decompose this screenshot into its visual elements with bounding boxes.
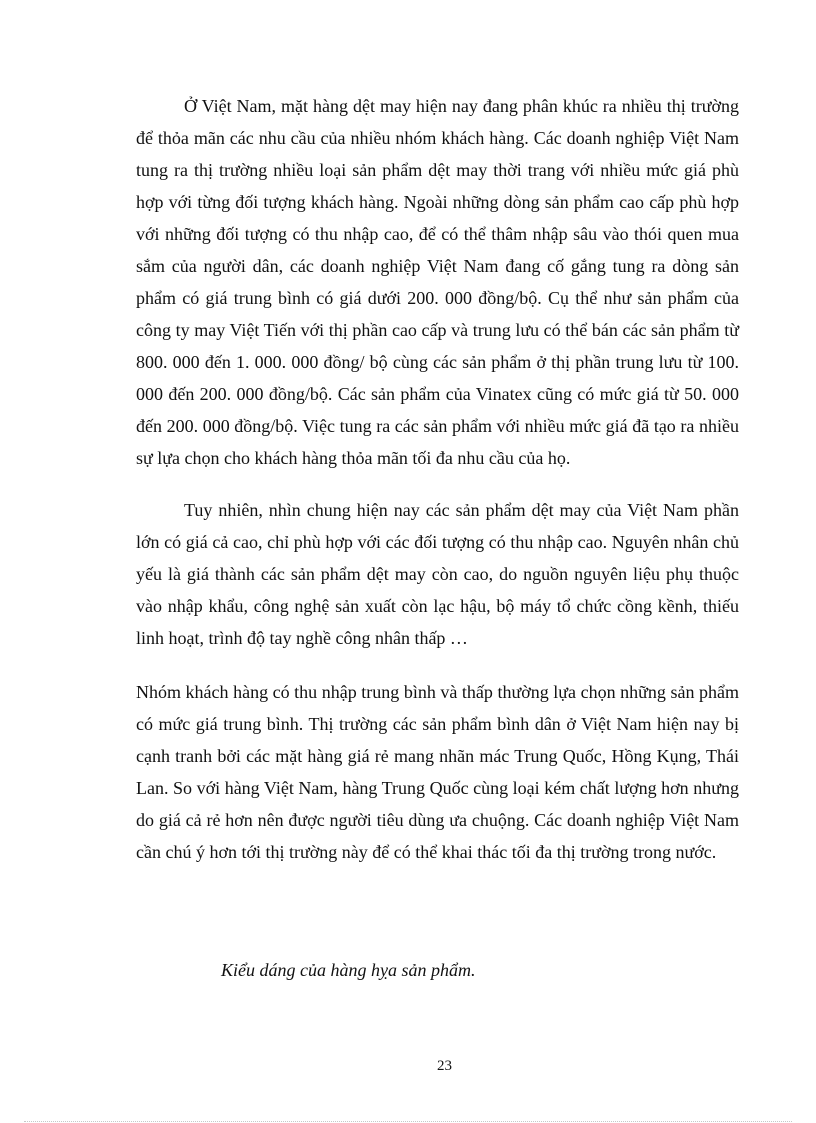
section-heading: Kiểu dáng của hàng hỵa sản phẩm. (221, 960, 476, 980)
paragraph-low-income-customers: Nhóm khách hàng có thu nhập trung bình và thấp thường lựa chọn những sản phẩm có mức giá trung bình. Thị trường các sản phẩm bình dân ở Việt Nam hiện nay bị cạnh tranh bởi các mặt hàng giá rẻ mang nhãn mác Trung Quốc, Hồng Kụng, Thái Lan. So với hàng Việt Nam, hàng Trung Quốc cùng loại kém chất lượng hơn nhưng do giá cả rẻ hơn nên được người tiêu dùng ưa chuộng. Các doanh nghiệp Việt Nam cần chú ý hơn tới thị trường này để có thể khai thác tối đa thị trường trong nước. (136, 682, 739, 862)
page-bottom-divider (24, 1121, 792, 1122)
page-number: 23 (437, 1058, 452, 1074)
paragraph-high-prices: Tuy nhiên, nhìn chung hiện nay các sản phẩm dệt may của Việt Nam phần lớn có giá cả cao, chỉ phù hợp với các đối tượng có thu nhập cao. Nguyên nhân chủ yếu là giá thành các sản phẩm dệt may còn cao, do nguồn nguyên liệu phụ thuộc vào nhập khẩu, công nghệ sản xuất còn lạc hậu, bộ máy tổ chức cồng kềnh, thiếu linh hoạt, trình độ tay nghề công nhân thấp … (136, 500, 739, 648)
paragraph-market-segments: Ở Việt Nam, mặt hàng dệt may hiện nay đang phân khúc ra nhiều thị trường để thỏa mãn các nhu cầu của nhiều nhóm khách hàng. Các doanh nghiệp Việt Nam tung ra thị trường nhiều loại sản phẩm dệt may thời trang với nhiều mức giá phù hợp với từng đối tượng khách hàng. Ngoài những dòng sản phẩm cao cấp phù hợp với những đối tượng có thu nhập cao, để có thể thâm nhập sâu vào thói quen mua sắm của người dân, các doanh nghiệp Việt Nam đang cố gắng tung ra dòng sản phẩm có giá trung bình có giá dưới 200. 000 đồng/bộ. Cụ thể như sản phẩm của công ty may Việt Tiến với thị phần cao cấp và trung lưu có thể bán các sản phẩm từ 800. 000 đến 1. 000. 000 đồng/ bộ cùng các sản phẩm ở thị phần trung lưu từ 100. 000 đến 200. 000 đồng/bộ. Các sản phẩm của Vinatex cũng có mức giá từ 50. 000 đến 200. 000 đồng/bộ. Việc tung ra các sản phẩm với nhiều mức giá đã tạo ra nhiều sự lựa chọn cho khách hàng thỏa mãn tối đa nhu cầu của họ. (136, 96, 739, 468)
page-body (136, 90, 739, 868)
